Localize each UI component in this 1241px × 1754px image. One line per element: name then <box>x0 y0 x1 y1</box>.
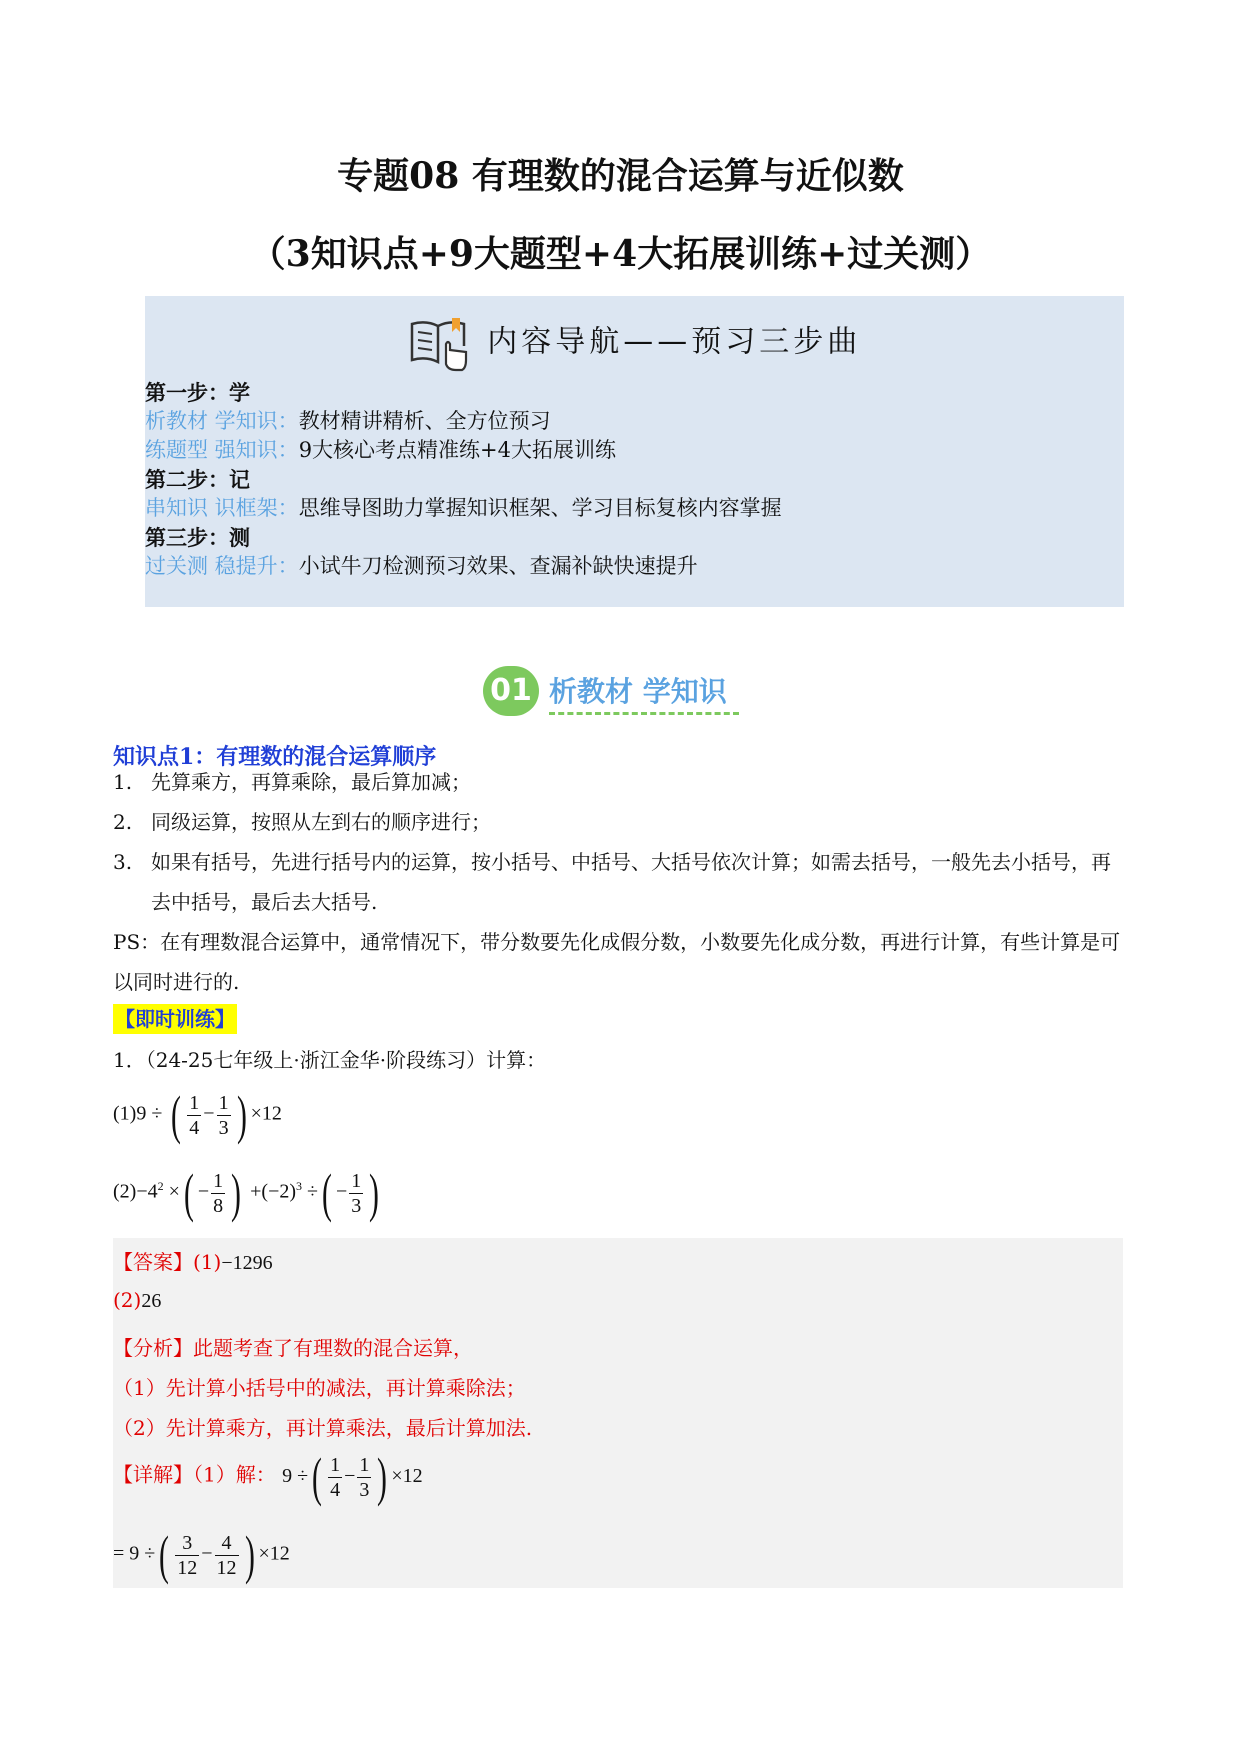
knowledge-point-title: 知识点1：有理数的混合运算顺序 <box>113 744 437 770</box>
step-2: 第二步：记 <box>145 467 250 492</box>
book-icon <box>408 314 470 372</box>
content-navigation-box <box>145 296 1124 607</box>
title-line-1: 专题08 有理数的混合运算与近似数 <box>337 155 904 197</box>
list-item: 1. 先算乘方，再算乘除，最后算加减； <box>113 770 471 794</box>
analysis-step-1: （1）先计算小括号中的减法，再计算乘除法； <box>113 1376 526 1400</box>
training-label: 【即时训练】 <box>113 1004 237 1034</box>
list-item: 3. 如果有括号，先进行括号内的运算，按小括号、中括号、大括号依次计算；如需去括号，一般先去小括号，再去中括号，最后去大括号. <box>113 850 1111 914</box>
detail-line-2: = 9 ÷( $\frac{3}{12}$ − $\frac{4}{12}$ ) ×12 <box>113 1525 290 1585</box>
nav-line-3: 串知识 识框架：思维导图助力掌握知识框架、学习目标复核内容掌握 <box>145 496 782 520</box>
list-item: 2. 同级运算，按照从左到右的顺序进行； <box>113 810 491 834</box>
section-badge <box>483 664 743 720</box>
detail-line-1: 【详解】（1）解： 9 ÷( $\frac{1}{4}$ − $\frac{1}{3}$ ) ×12 <box>113 1447 423 1507</box>
nav-lines <box>145 378 782 581</box>
section-underline <box>549 712 739 715</box>
nav-line-2: 练题型 强知识：9大核心考点精准练+4大拓展训练 <box>145 438 617 462</box>
nav-line-4: 过关测 稳提升：小试牛刀检测预习效果、查漏补缺快速提升 <box>145 554 698 578</box>
problem-2-expression: $(2)-4^2$ ×( − $\frac{1}{8}$ ) $+(-2)^3$ ÷( − $\frac{1}{3}$ ) <box>113 1163 380 1223</box>
knowledge-point-list <box>113 762 1123 922</box>
nav-heading <box>145 314 1124 372</box>
problem-1-expression: (1)9 ÷ ( $\frac{1}{4}$ − $\frac{1}{3}$ ) ×12 <box>113 1085 282 1145</box>
section-number: 01 <box>483 666 539 716</box>
step-1: 第一步：学 <box>145 380 250 405</box>
question-1: 1．（24-25七年级上·浙江金华·阶段练习）计算： <box>113 1048 547 1072</box>
title-line-2: （3知识点+9大题型+4大拓展训练+过关测） <box>249 233 992 275</box>
analysis-step-2: （2）先计算乘方，再计算乘法，最后计算加法. <box>113 1416 533 1440</box>
ps-note: PS：在有理数混合运算中，通常情况下，带分数要先化成假分数，小数要先化成分数，再进行计算，有些计算是可以同时进行的. <box>113 930 1121 994</box>
answer-1: 【答案】(1)−1296 <box>113 1250 273 1274</box>
analysis: 【分析】此题考查了有理数的混合运算， <box>113 1336 473 1360</box>
nav-line-1: 析教材 学知识：教材精讲精析、全方位预习 <box>145 409 551 433</box>
answer-2: (2)26 <box>113 1288 162 1312</box>
section-label: 析教材 学知识 <box>549 675 727 708</box>
nav-heading-text: 内容导航——预习三步曲 <box>487 324 862 360</box>
step-3: 第三步：测 <box>145 525 250 550</box>
